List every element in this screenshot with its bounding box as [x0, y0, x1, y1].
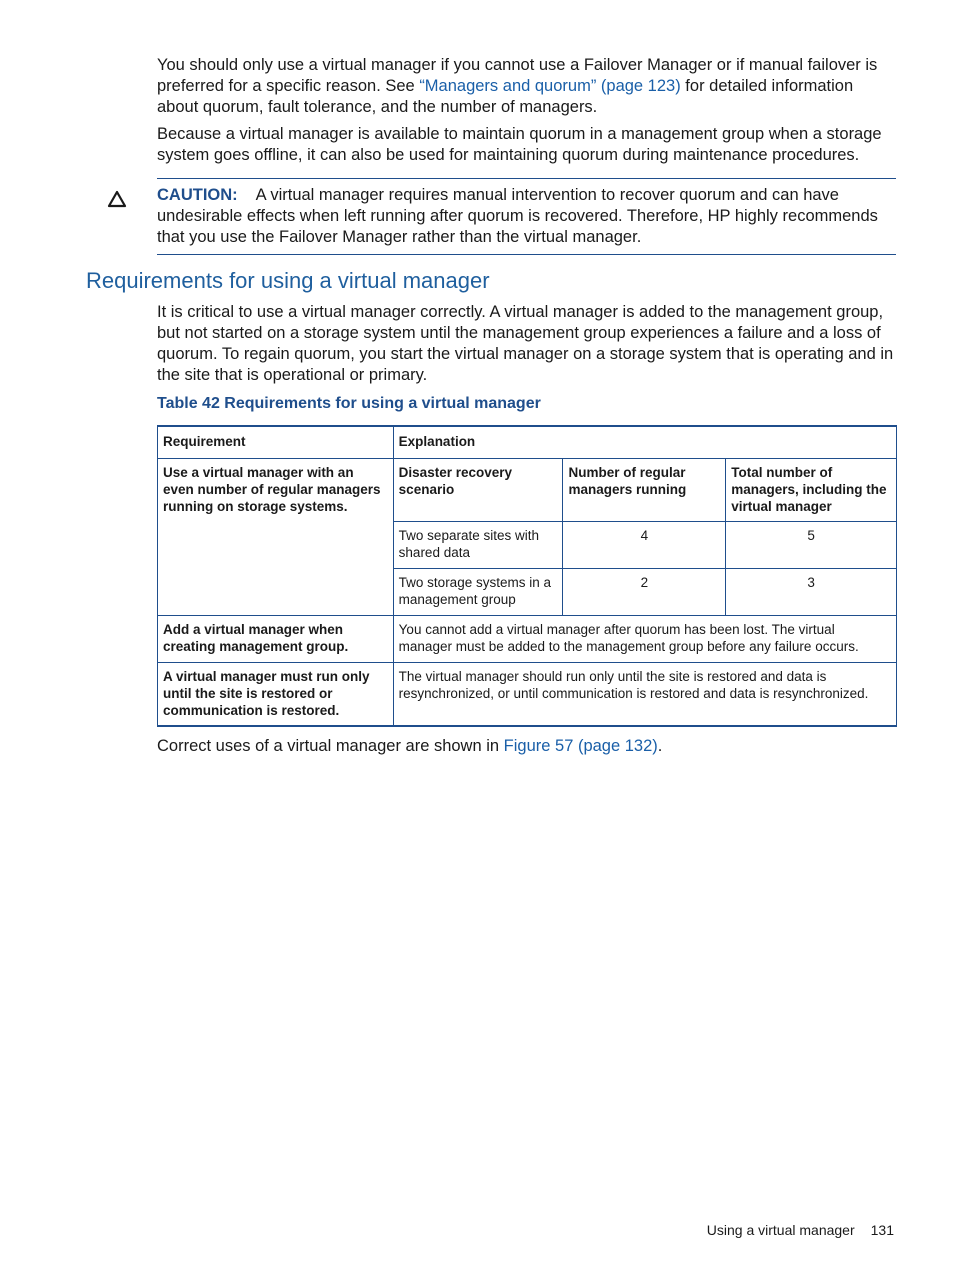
explanation-cell: The virtual manager should run only until the site is restored and data is resynchronized, or until communication is restored and data is resynchronized.: [393, 663, 896, 727]
table-row: [158, 616, 897, 663]
warning-triangle-icon: [107, 190, 127, 208]
figure-57-link[interactable]: Figure 57 (page 132): [503, 737, 658, 755]
intro-paragraph-1: [157, 55, 897, 118]
requirement-cell: Add a virtual manager when creating management group.: [158, 616, 394, 663]
subheader-scenario: Disaster recovery scenario: [393, 459, 563, 522]
regular-count-cell: 2: [563, 569, 726, 616]
page-number: 131: [870, 1222, 894, 1238]
table-header-row: [158, 426, 897, 459]
requirements-table: [157, 425, 897, 727]
caution-note: [157, 178, 896, 255]
total-count-cell: 5: [726, 522, 897, 569]
regular-count-cell: 4: [563, 522, 726, 569]
requirement-cell: Use a virtual manager with an even number of regular managers running on storage systems.: [158, 459, 394, 616]
closing-paragraph: [157, 736, 897, 757]
intro-text-a: You should only use a virtual manager if you cannot use a Failover Manager or if manual failover is preferred for a specific reason. See: [157, 56, 878, 95]
managers-quorum-link[interactable]: “Managers and quorum” (page 123): [419, 77, 681, 95]
table-row: [158, 459, 897, 522]
section-paragraph: It is critical to use a virtual manager correctly. A virtual manager is added to the management group, but not started on a storage system until the management group experiences a failure and a loss of quorum. To regain quorum, you start the virtual manager on a storage system that is operating and in the site that is operational or primary.: [157, 303, 894, 384]
explanation-cell: You cannot add a virtual manager after quorum has been lost. The virtual manager must be added to the management group before any failure occurs.: [393, 616, 896, 663]
caution-text: A virtual manager requires manual intervention to recover quorum and can have undesirable effects when left running after quorum is recovered. Therefore, HP highly recommends that you use the Failover Manager rather than the virtual manager.: [157, 186, 878, 246]
closing-text-b: .: [657, 737, 663, 755]
total-count-cell: 3: [726, 569, 897, 616]
footer-chapter: Using a virtual manager: [706, 1222, 855, 1238]
intro-paragraph-2: Because a virtual manager is available to maintain quorum in a management group when a storage system goes offline, it can also be used for maintaining quorum during maintenance procedures.: [157, 125, 882, 164]
intro-text-b: for detailed information about quorum, fault tolerance, and the number of managers.: [157, 77, 854, 116]
header-requirement: Requirement: [158, 426, 394, 459]
header-explanation: Explanation: [393, 426, 896, 459]
subheader-regular: Number of regular managers running: [563, 459, 726, 522]
subheader-total: Total number of managers, including the virtual manager: [726, 459, 897, 522]
table-row: [158, 663, 897, 727]
caution-label: CAUTION:: [157, 186, 238, 204]
scenario-cell: Two separate sites with shared data: [393, 522, 563, 569]
page-footer: [0, 1222, 894, 1238]
scenario-cell: Two storage systems in a management group: [393, 569, 563, 616]
closing-text-a: Correct uses of a virtual manager are shown in: [157, 737, 504, 755]
table-caption: Table 42 Requirements for using a virtual manager: [157, 395, 541, 412]
requirement-cell: A virtual manager must run only until the site is restored or communication is restored.: [158, 663, 394, 727]
section-title: Requirements for using a virtual manager: [86, 268, 490, 293]
